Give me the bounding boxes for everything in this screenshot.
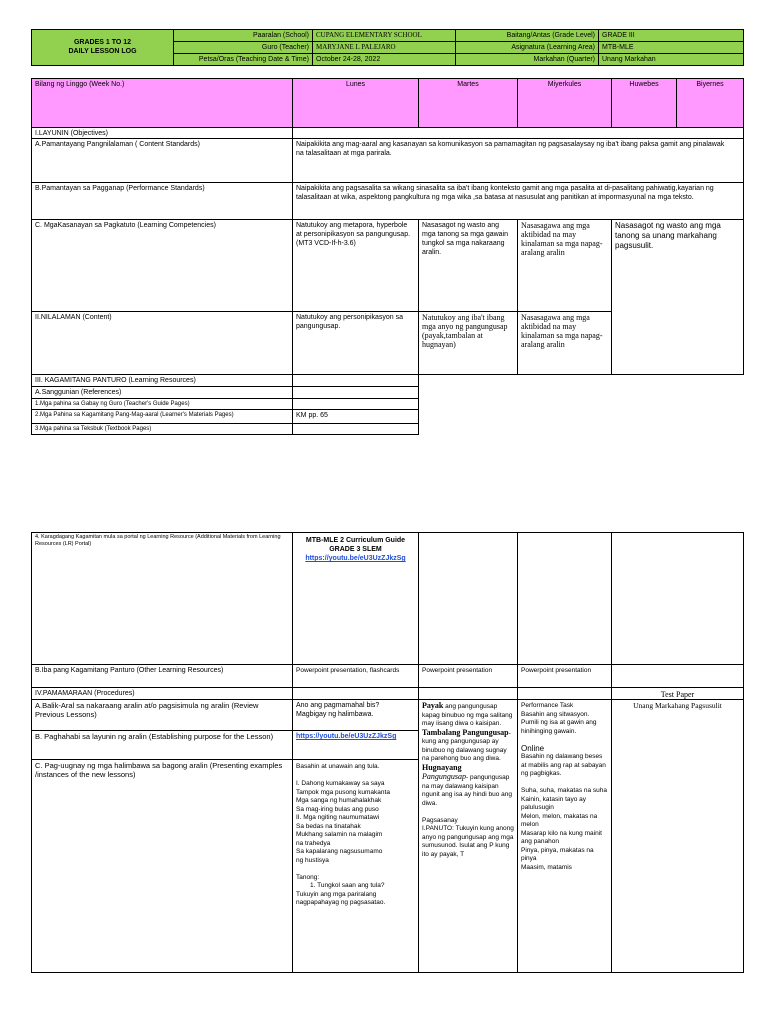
grade-value: GRADE III	[598, 29, 744, 42]
lunes-line: II. Mga ngiting naumumatawi	[296, 814, 380, 821]
day-header-huwebes: Huwebes	[611, 78, 677, 128]
perf-std-label: B.Pamantayan sa Pagganap (Performance Standards)	[31, 182, 293, 220]
martes-text: - kung ang pangungusap ay binubuo ng dalawang sugnay na parehong buo ang diwa.	[422, 729, 511, 762]
other-label: B.Iba pang Kagamitang Panturo (Other Learning Resources)	[31, 664, 293, 688]
pamamaraan-label: IV.PAMAMARAAN (Procedures)	[31, 687, 293, 700]
martes-panuto: I.PANUTO: Tukuyin kung anong anyo ng pangungusap ang mga sumusunod. Isulat ang P kung ito ay payak, T	[422, 825, 514, 858]
balik-lunes-2: Magbigay ng halimbawa.	[296, 711, 374, 718]
martes-text: - pangungusap na may dalawang kaisipan ngunit ang isa ay hindi buo ang diwa.	[422, 774, 512, 807]
miy-line: Masarap kilo na kung mainit ang panahon	[521, 829, 602, 845]
lunes-line: ng hustisya	[296, 856, 329, 864]
paghahabi-lunes	[292, 730, 419, 760]
additional-huwebes	[611, 532, 744, 665]
martes-text: ang pangungusap kapag binubuo ng mga salitang may iisang diwa o kaisipan.	[422, 703, 513, 727]
lunes-line	[296, 865, 415, 874]
miy-line: Melon, melon, makatas na melon	[521, 812, 598, 828]
perf-std-text: Naipakikita ang pagsasalita sa wikang sinasalita sa iba't ibang konteksto gamit ang mga pasalita at di-pasalitang pahiwatig,kayarian ng talasalitaan at wika, aspektong pangkultura ng mga wika ,sa batasa at nasusulat ang panitikan at impormasyunal na mga teksto.	[292, 182, 744, 220]
pag-ugnay-label: C. Pag-uugnay ng mga halimbawa sa bagong aralin (Presenting examples /instances of the new lessons)	[31, 759, 293, 973]
balik-lunes	[292, 699, 419, 731]
paghahabi-youtube-link[interactable]: https://youtu.be/eU3UzZJkzSg	[296, 733, 397, 740]
miy-line: Performance Task	[521, 702, 574, 709]
quarter-label: Markahan (Quarter)	[455, 53, 599, 66]
day-header-miyerkules: Miyerkules	[517, 78, 612, 128]
lm-label: 2.Mga Pahina sa Kagamitang Pang-Mag-aaral (Learner's Materials Pages)	[31, 409, 293, 424]
martes-blank	[422, 808, 514, 817]
comp-lunes-1: Natutukoy ang metapora, hyperbole at personipikasyon sa pangungusap.	[296, 222, 411, 238]
day-header-biyernes: Biyernes	[676, 78, 744, 128]
resources-label: III. KAGAMITANG PANTURO (Learning Resources)	[31, 374, 293, 387]
martes-term: Payak	[422, 701, 444, 710]
comp-miyerkules: Nasasagawa ang mga aktibidad na may kinalaman sa mga napag-aralang aralin	[517, 219, 612, 312]
miy-line: Maasim, matamis	[521, 863, 572, 871]
day-header-martes: Martes	[418, 78, 518, 128]
competency-label: C. MgaKasanayan sa Pagkatuto (Learning Competencies)	[31, 219, 293, 312]
nil-martes: Natutukoy ang iba't ibang mga anyo ng pangungusap (payak,tambalan at hugnayan)	[418, 311, 518, 375]
sanggunian-label: A.Sanggunian (References)	[31, 386, 293, 399]
lunes-line: 1. Tungkol saan ang tula?	[310, 882, 385, 889]
balik-label: A.Balik-Aral sa nakaraang aralin at/o pagsisimula ng aralin (Review Previous Lessons)	[31, 699, 293, 731]
martes-term: Hugnayang	[422, 762, 462, 772]
miyerkules-lesson	[517, 699, 612, 973]
comp-huwebes: Nasasagot ng wasto ang mga tanong sa unang markahang pagsusulit.	[611, 219, 744, 375]
lunes-line: Tampok mga pusong kumakanta	[296, 788, 390, 796]
miy-line: Basahin ang sitwasyon.	[521, 710, 590, 718]
lunes-line: Sa kapalarang nagsusumamo	[296, 848, 383, 855]
textbook-lunes	[292, 423, 419, 435]
quarter-value: Unang Markahan	[598, 53, 744, 66]
lunes-lesson	[292, 759, 419, 973]
miy-line: Basahin ng dalawang beses at mabilis ang rap at sabayan ng pagbigkas.	[521, 753, 606, 777]
header-title-cell	[31, 29, 174, 66]
school-label: Paaralan (School)	[173, 29, 313, 42]
martes-pangungusap	[422, 773, 514, 808]
huwebes-exam-cell: Unang Markahang Pagsusulit	[611, 699, 744, 973]
week-label: Bilang ng Linggo (Week No.)	[31, 78, 293, 128]
martes-term: Pangungusap	[422, 772, 466, 781]
teacher-label: Guro (Teacher)	[173, 41, 313, 54]
paghahabi-label: B. Paghahabi sa layunin ng aralin (Establishing purpose for the Lesson)	[31, 730, 293, 760]
miy-line: Pinya, pinya, makatas na pinya	[521, 846, 594, 862]
test-paper-cell: Test Paper	[611, 687, 744, 700]
additional-lunes	[292, 532, 419, 665]
area-value: MTB-MLE	[598, 41, 744, 54]
day-header-lunes: Lunes	[292, 78, 419, 128]
content-std-line-2: na talasalitaan at mga parirala.	[296, 150, 392, 157]
additional-label: 4. Karagdagang Kagamitan mula sa portal ng Learning Resource (Additional Materials from Learning Resources (LR) Portal)	[31, 532, 293, 665]
other-huwebes	[611, 664, 744, 688]
grade-label: Baitang/Antas (Grade Level)	[455, 29, 599, 42]
header-title-2: DAILY LESSON LOG	[68, 48, 137, 55]
miy-line: Pumili ng isa at gawin ang hinihinging gawain.	[521, 719, 597, 735]
miy-online: Online	[521, 743, 545, 753]
balik-lunes-1: Ano ang pagmamahal bis?	[296, 702, 380, 709]
nil-miyerkules: Nasasagawa ang mga aktibidad na may kinalaman sa mga napag-aralang aralin	[517, 311, 612, 375]
lunes-line: Basahin at unawain ang tula.	[296, 763, 380, 770]
lunes-line: Tanong:	[296, 873, 320, 881]
content-std-text	[292, 138, 744, 183]
lunes-line: Tukuyin ang mga pariralang	[296, 890, 377, 898]
lunes-line: Mga sanga ng humahalakhak	[296, 797, 382, 804]
martes-lesson	[418, 699, 518, 973]
other-miyerkules: Powerpoint presentation	[517, 664, 612, 688]
comp-lunes	[292, 219, 419, 312]
martes-payak	[422, 702, 514, 729]
content-std-line-1: Naipakikita ang mag-aaral ang kasanayan sa komunikasyon sa pamamagitan ng pagsasalaysay ng iba't ibang paksa gamit ang pinalawak	[296, 141, 725, 148]
header-title-1: GRADES 1 TO 12	[73, 39, 132, 46]
lunes-line: na trahedya	[296, 839, 331, 847]
lunes-line: Sa mag-iring bulas ang puso	[296, 805, 379, 813]
additional-youtube-link[interactable]: https://youtu.be/eU3UzZJkzSg	[305, 555, 406, 562]
lunes-line: Sa bedas na tinatahak	[296, 822, 361, 830]
martes-pagsasanay: Pagsasanay	[422, 816, 458, 824]
lunes-line: Mukhang salamin na malagim	[296, 831, 383, 838]
additional-lunes-2: GRADE 3 SLEM	[329, 546, 382, 553]
date-label: Petsa/Oras (Teaching Date & Time)	[173, 53, 313, 66]
lm-lunes: KM pp. 65	[292, 409, 419, 424]
miy-line: Kainin, katasin tayo ay palulusugin	[521, 795, 587, 811]
layunin-heading: I.LAYUNIN (Objectives)	[31, 127, 293, 139]
lunes-line: nagpapahayag ng pagsasatao.	[296, 899, 386, 906]
textbook-label: 3.Mga pahina sa Teksbuk (Textbook Pages)	[31, 423, 293, 435]
miy-line	[521, 779, 608, 788]
content-std-label: A.Pamantayang Pangnilalaman ( Content Standards)	[31, 138, 293, 183]
guide-label: 1.Mga pahina sa Gabay ng Guro (Teacher's Guide Pages)	[31, 398, 293, 410]
school-value: CUPANG ELEMENTARY SCHOOL	[312, 29, 456, 42]
comp-lunes-2: (MT3 VCD-If-h-3.6)	[296, 240, 356, 247]
comp-martes: Nasasagot ng wasto ang mga tanong sa mga gawain tungkol sa mga nakaraang aralin.	[418, 219, 518, 312]
additional-martes	[418, 532, 518, 665]
martes-tambalan	[422, 729, 514, 764]
additional-lunes-1: MTB-MLE 2 Curriculum Guide	[305, 537, 406, 544]
area-label: Asignatura (Learning Area)	[455, 41, 599, 54]
miy-line: Suha, suha, makatas na suha	[521, 787, 608, 794]
nilalaman-label: II.NILALAMAN (Content)	[31, 311, 293, 375]
date-value: October 24-28, 2022	[312, 53, 456, 66]
nil-lunes: Natutukoy ang personipikasyon sa pangungusap.	[292, 311, 419, 375]
lunes-line: I. Dahong kumakaway sa saya	[296, 780, 385, 787]
other-martes: Powerpoint presentation	[418, 664, 518, 688]
martes-term: Tambalang Pangungusap	[422, 727, 509, 737]
other-lunes: Powerpoint presentation, flashcards	[292, 664, 419, 688]
additional-miyerkules	[517, 532, 612, 665]
teacher-value: MARYJANE L PALEJARO	[312, 41, 456, 54]
lunes-line	[296, 772, 415, 781]
